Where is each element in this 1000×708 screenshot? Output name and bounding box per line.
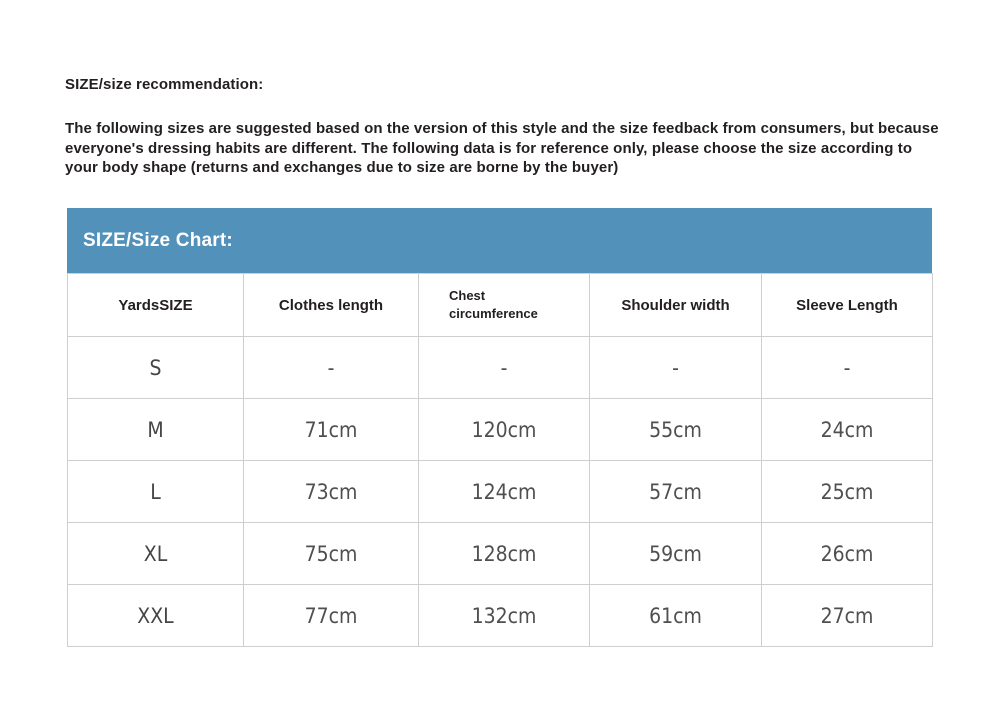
size-chart-table xyxy=(67,273,933,647)
measurement-cell: 25cm xyxy=(762,461,933,523)
measurement-cell: 128cm xyxy=(419,523,590,585)
measurement-cell: 26cm xyxy=(762,523,933,585)
measurement-cell: 27cm xyxy=(762,585,933,647)
size-label-cell: XXL xyxy=(68,585,244,647)
size-recommendation-heading: SIZE/size recommendation: xyxy=(65,76,264,93)
measurement-cell: 75cm xyxy=(244,523,419,585)
table-row xyxy=(68,523,933,585)
size-recommendation-section xyxy=(65,76,945,178)
size-chart-title: SIZE/Size Chart: xyxy=(83,229,233,251)
measurement-cell: 57cm xyxy=(590,461,762,523)
measurement-cell: 77cm xyxy=(244,585,419,647)
table-row xyxy=(68,585,933,647)
size-chart-section xyxy=(67,208,932,647)
column-header: Chest circumference xyxy=(419,274,590,337)
size-label-cell: XL xyxy=(68,523,244,585)
measurement-cell: 132cm xyxy=(419,585,590,647)
table-row xyxy=(68,399,933,461)
column-header: Shoulder width xyxy=(590,274,762,337)
column-header: Clothes length xyxy=(244,274,419,337)
table-row xyxy=(68,337,933,399)
measurement-cell: 73cm xyxy=(244,461,419,523)
measurement-cell: - xyxy=(244,337,419,399)
size-label-cell: M xyxy=(68,399,244,461)
size-recommendation-paragraph: The following sizes are suggested based on the version of this style and the size feedback from consumers, but because everyone's dressing habits are different. The following data is for reference only, please choose the size according to your body shape (returns and exchanges due to size are borne by the buyer) xyxy=(65,120,939,176)
measurement-cell: 59cm xyxy=(590,523,762,585)
measurement-cell: 61cm xyxy=(590,585,762,647)
table-row xyxy=(68,461,933,523)
measurement-cell: 71cm xyxy=(244,399,419,461)
measurement-cell: 55cm xyxy=(590,399,762,461)
size-label-cell: S xyxy=(68,337,244,399)
size-label-cell: L xyxy=(68,461,244,523)
measurement-cell: 120cm xyxy=(419,399,590,461)
column-header: YardsSIZE xyxy=(68,274,244,337)
size-chart-header-row xyxy=(68,274,933,337)
measurement-cell: - xyxy=(762,337,933,399)
size-chart-body xyxy=(68,337,933,647)
measurement-cell: 24cm xyxy=(762,399,933,461)
measurement-cell: - xyxy=(590,337,762,399)
measurement-cell: 124cm xyxy=(419,461,590,523)
column-header: Sleeve Length xyxy=(762,274,933,337)
size-chart-title-bar xyxy=(67,208,932,273)
measurement-cell: - xyxy=(419,337,590,399)
